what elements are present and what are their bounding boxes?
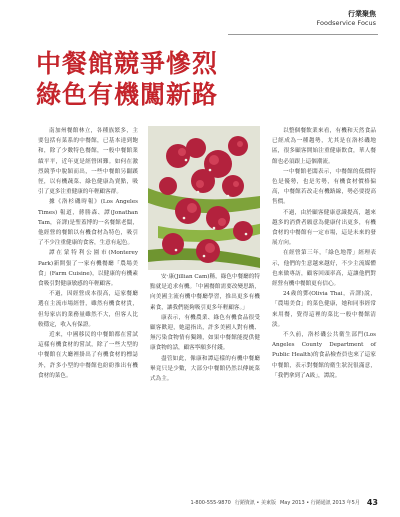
title-line-1: 中餐館競爭慘烈 <box>36 49 219 78</box>
section-header <box>317 10 377 27</box>
title-line-2: 綠色有機闖新路 <box>36 80 219 109</box>
paragraph: 康表示，有機農業、綠色有機食品很受顧客歡迎，她還指出，許多美國人對有機、無污染食物情有獨鍾，如果中餐館能提供健康食物的話，顧客寧願多付錢。 <box>150 314 260 352</box>
paragraph: 譚在蒙特利公園市(Monterey Park)新開張了一家有機餐廳「農場美食」(Farm Cuisine)，以健康的有機素食吸引對健康敏感的年輕顧客。 <box>38 250 138 288</box>
article-column-3 <box>272 126 376 381</box>
paragraph: 南加州餐館林立，各種族繁多，主要包括有菜系的中餐館，已基本達到飽和，除了少數特色餐館，一般中餐館業績平平，近年更是經營困難。如何在激烈競爭中脫穎而出，一些中餐館另闢蹊徑，以有機蔬菜、綠色健康為賣點，吸引了更多注重健康的年輕顧客群。 <box>38 128 138 196</box>
paragraph: 24歲的鄧(Olivia Thai，音譯)說，「農場美食」的菜色健康，她和同事經常來用餐，覺得這裡的菜比一般中餐館清淡。 <box>272 291 376 328</box>
footer-phone: 1-800-555-9870 <box>190 499 231 506</box>
section-title-zh: 行業聚焦 <box>348 10 376 18</box>
footer-issue: May 2013 • 行銷通訊 2013 年5月 <box>279 500 360 506</box>
paragraph: 在經營第三年，「綠色地帶」經理表示，他們的生意越來越好，不少主流媒體也來做專訪，顧客回頭率高，這讓他們對經營有機中餐館更有信心。 <box>272 250 376 288</box>
paragraph: 據《洛杉磯時報》(Los Angeles Times) 報道，蔣勝森、譚(Jonathan Tam，音譯)是聖蓋博的一名餐館老闆，他經營的餐館以有機食材為特色，吸引了不少注重健康的食客，生意有起色。 <box>38 199 138 247</box>
article-column-1 <box>38 126 138 381</box>
section-title-en: Foodservice Focus <box>316 18 376 27</box>
article-column-2 <box>150 272 260 384</box>
paragraph: 不過，因經營成本很高，這家餐廳選在主流市場經營，雖然有機食材貴，但每家店的業務量雖然不大，但客人比較穩定，收入有保證。 <box>38 291 138 328</box>
paragraph: 不久前，洛杉磯公共衛生部門(Los Angeles County Department of Public Health)的食品檢查員也來了這家中餐館，表示對餐館的衛生狀況很滿意，「我們拿到了A級」，譚說。 <box>272 332 376 379</box>
article-title <box>36 48 218 110</box>
paragraph: 近來，中國移民的中餐館都在嘗試這樣有機食材的嘗試，除了一些大型的中餐館在大廳裡掛出了有機食材的標誌外，許多小型的中餐館也紛紛推出有機食材的菜色。 <box>38 332 138 379</box>
paragraph: 不過，由於顧客健康意識提高，越來越多的消費者願意為健康付出更多，有機食材的中餐館有一定市場，這是未來的發展方向。 <box>272 209 376 247</box>
paragraph: 安·康(Jillian Cam)稱，綠色中餐廳的特點就是追求有機。「中國餐館需要改變思路，向美國主流有機中餐廳學習，推出更多有機素食，讓我們能夠吸引更多年輕顧客。」 <box>150 274 260 311</box>
footer-magazine: 行銷資訊 • 美東版 <box>234 500 276 506</box>
page-footer <box>0 498 378 507</box>
paragraph: 盡管如此，像康和譚這樣的有機中餐廳畢竟只是少數，大部分中餐館仍然以傳統菜式為主。 <box>150 355 260 383</box>
paragraph: 一中餐館老闆表示，中餐館的低價特色是優勢，也是劣勢，有機食材價格偏高，中餐館若改走有機路線，勢必要提高售價。 <box>272 168 376 206</box>
food-photo <box>148 126 260 270</box>
food-photo-graphic <box>148 126 260 270</box>
page-number: 43 <box>366 498 378 507</box>
header-divider <box>228 34 378 35</box>
paragraph: 以整個餐飲業來看，有機和天然食品已經成為一種趨勢，尤其是在洛杉磯地區，很多顧客開始注重健康飲食，華人餐館也必須跟上這個潮流。 <box>272 128 376 165</box>
